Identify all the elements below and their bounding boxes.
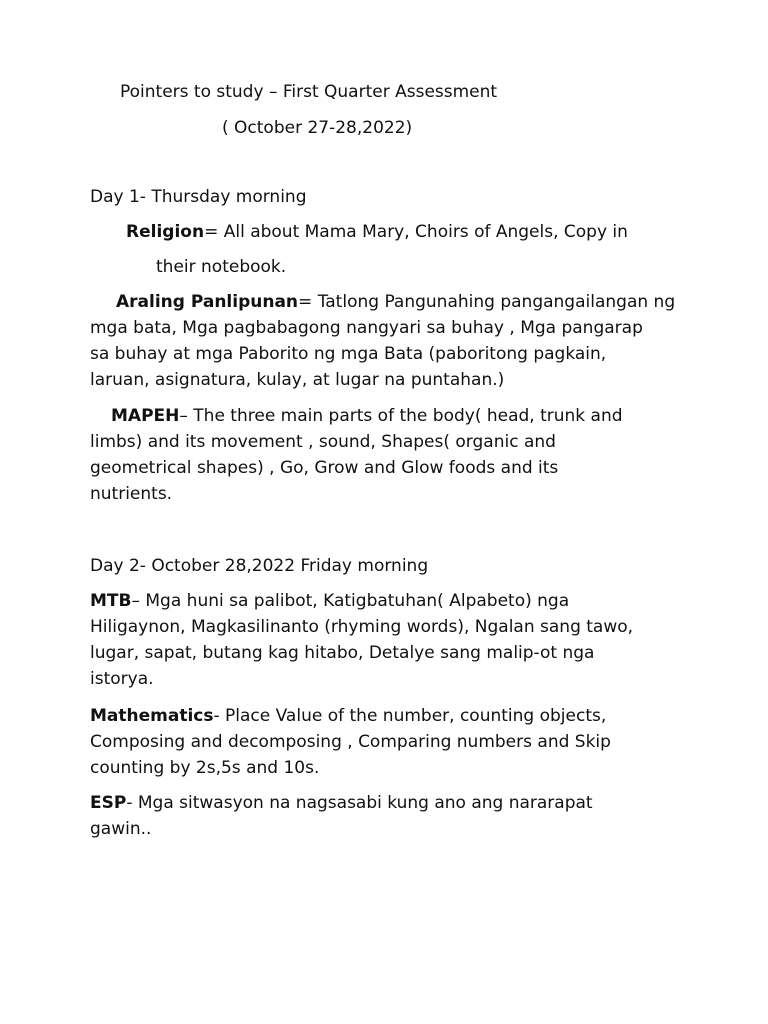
esp-paragraph (90, 790, 690, 842)
ap-text-4: laruan, asignatura, kulay, at lugar na puntahan.) (90, 370, 505, 390)
esp-row-1 (90, 790, 690, 816)
esp-text-2: gawin.. (90, 819, 152, 839)
mtb-label: MTB (90, 591, 132, 611)
mtb-text-1: – Mga huni sa palibot, Katigbatuhan( Alpabeto) nga (131, 591, 570, 611)
ap-text-1: = Tatlong Pangunahing pangangailangan ng (298, 292, 676, 312)
document-title: Pointers to study – First Quarter Assessment (120, 82, 498, 102)
mapeh-label: MAPEH (111, 406, 180, 426)
math-text-2: Composing and decomposing , Comparing numbers and Skip (90, 732, 611, 752)
math-row-1 (90, 703, 690, 729)
religion-line-1 (126, 222, 628, 242)
religion-text-1: = All about Mama Mary, Choirs of Angels, Copy in (204, 222, 628, 242)
mtb-text-3: lugar, sapat, butang kag hitabo, Detalye sang malip-ot nga (90, 643, 595, 663)
mtb-text-4: istorya. (90, 669, 154, 689)
mapeh-text-4: nutrients. (90, 484, 173, 504)
mtb-row-1 (90, 588, 690, 614)
mapeh-row-1 (90, 403, 690, 429)
religion-text-2: their notebook. (156, 257, 287, 277)
mathematics-label: Mathematics (90, 706, 214, 726)
mtb-text-2: Hiligaynon, Magkasilinanto (rhyming words), Ngalan sang tawo, (90, 617, 634, 637)
assessment-date: ( October 27-28,2022) (222, 118, 413, 138)
mapeh-text-2: limbs) and its movement , sound, Shapes( organic and (90, 432, 556, 452)
day2-heading: Day 2- October 28,2022 Friday morning (90, 556, 429, 576)
ap-text-3: sa buhay at mga Paborito ng mga Bata (paboritong pagkain, (90, 344, 607, 364)
araling-panlipunan-paragraph (90, 289, 690, 393)
day1-heading: Day 1- Thursday morning (90, 187, 307, 207)
esp-text-1: - Mga sitwasyon na nagsasabi kung ano ang nararapat (126, 793, 593, 813)
mapeh-paragraph (90, 403, 690, 507)
religion-label: Religion (126, 222, 205, 242)
mapeh-text-1: – The three main parts of the body( head, trunk and (179, 406, 623, 426)
ap-text-2: mga bata, Mga pagbabagong nangyari sa buhay , Mga pangarap (90, 318, 643, 338)
math-text-1: - Place Value of the number, counting objects, (213, 706, 607, 726)
mapeh-text-3: geometrical shapes) , Go, Grow and Glow foods and its (90, 458, 559, 478)
esp-label: ESP (90, 793, 127, 813)
ap-row-1 (90, 289, 690, 315)
math-text-3: counting by 2s,5s and 10s. (90, 758, 320, 778)
ap-label: Araling Panlipunan (116, 292, 299, 312)
mtb-paragraph (90, 588, 690, 692)
mathematics-paragraph (90, 703, 690, 781)
